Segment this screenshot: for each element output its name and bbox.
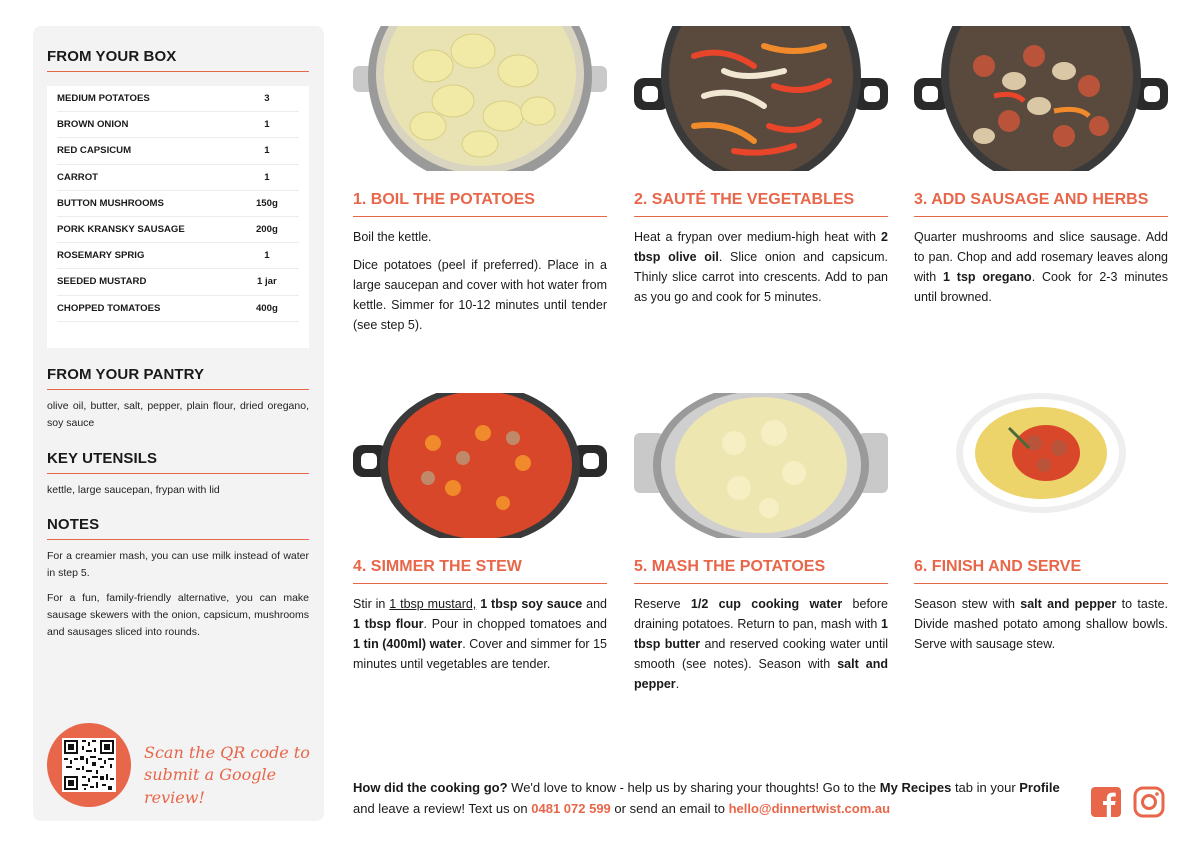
ingredient-qty: 200g	[255, 224, 278, 236]
step-bold-ingredient: 1 tsp oregano	[943, 270, 1032, 284]
from-your-box-heading: FROM YOUR BOX	[47, 48, 309, 72]
pantry-section	[47, 366, 309, 432]
step-1	[353, 26, 607, 332]
ingredient-name: RED CAPSICUM	[57, 145, 132, 157]
note-paragraph: For a creamier mash, you can use milk instead of water in step 5.	[47, 550, 309, 579]
footer-text: We'd love to know - help us by sharing your thoughts! Go to the	[507, 780, 880, 795]
step-2-photo	[634, 26, 888, 171]
step-4	[353, 393, 607, 671]
step-text	[634, 227, 888, 307]
step-2	[634, 26, 888, 304]
ingredient-name: BROWN ONION	[57, 119, 129, 131]
step-5	[634, 393, 888, 691]
profile-link[interactable]: Profile	[1019, 780, 1060, 795]
pantry-heading: FROM YOUR PANTRY	[47, 366, 309, 390]
step-4-title: 4. SIMMER THE STEW	[353, 558, 607, 584]
step-text-run: . Cover and simmer for 15 minutes until vegetables are tender.	[353, 637, 607, 671]
step-2-body	[634, 227, 888, 315]
step-bold-ingredient: 1 tbsp soy sauce	[480, 597, 583, 611]
bowl-of-sausage-stew-on-mash-photo	[914, 393, 1168, 538]
step-text-run: Season stew with	[914, 597, 1021, 611]
ingredient-qty: 1	[264, 171, 270, 183]
qr-code[interactable]	[62, 738, 116, 792]
step-text-run: before draining potatoes. Return to pan, mash with	[634, 597, 888, 631]
step-1-photo	[353, 26, 607, 171]
ingredient-row	[57, 86, 299, 112]
step-text	[914, 594, 1168, 654]
ingredient-name: ROSEMARY SPRIG	[57, 250, 145, 262]
step-text-run: Reserve	[634, 597, 691, 611]
ingredient-row	[57, 217, 299, 243]
qr-badge[interactable]	[47, 723, 131, 807]
ingredient-name: PORK KRANSKY SAUSAGE	[57, 224, 185, 236]
step-bold-ingredient: salt and pepper	[1020, 597, 1117, 611]
note-paragraph: For a fun, family-friendly alternative, you can make sausage skewers with the onion, capsicum, mushrooms and sausages sliced into rounds.	[47, 592, 309, 638]
ingredient-qty: 400g	[255, 302, 278, 314]
step-text-run: and	[582, 597, 607, 611]
step-text-run: . Cook for 2-3 minutes until browned.	[914, 270, 1169, 304]
table-spacer	[57, 322, 299, 348]
qr-caption	[144, 742, 314, 809]
step-text	[634, 594, 888, 694]
step-text-run: .	[675, 677, 680, 691]
step-bold-ingredient: 1 tbsp butter	[634, 617, 888, 651]
from-your-box-section	[47, 48, 309, 348]
step-3	[914, 26, 1169, 304]
utensils-section	[47, 450, 309, 499]
step-4-photo	[353, 393, 607, 538]
sidebar	[33, 26, 324, 821]
step-text-run: . Pour in chopped tomatoes and	[423, 617, 607, 631]
step-text-run: Heat a frypan over medium-high heat with	[634, 230, 882, 244]
step-3-title: 3. ADD SAUSAGE AND HERBS	[914, 191, 1168, 217]
notes-section	[47, 516, 309, 641]
step-text-run: and reserved cooking water until smooth (see notes). Season with	[634, 637, 888, 671]
instagram-icon[interactable]	[1133, 786, 1165, 818]
pot-of-potatoes-in-water-photo	[353, 26, 607, 171]
utensils-heading: KEY UTENSILS	[47, 450, 309, 474]
ingredient-row	[57, 165, 299, 191]
ingredient-qty: 1 jar	[257, 276, 277, 288]
step-text-run: to taste. Divide mashed potato among shallow bowls. Serve with sausage stew.	[914, 597, 1168, 651]
step-underlined-ingredient: 1 tbsp mustard,	[389, 597, 477, 611]
step-1-body	[353, 227, 607, 343]
pot-of-mashed-potatoes-photo	[634, 393, 888, 538]
ingredient-name: BUTTON MUSHROOMS	[57, 197, 164, 209]
ingredient-qty: 1	[264, 145, 270, 157]
footer-text: or send an email to	[610, 800, 729, 816]
my-recipes-link[interactable]: My Recipes	[879, 780, 952, 795]
step-bold-ingredient: 2 tbsp olive oil	[634, 230, 888, 264]
ingredient-name: MEDIUM POTATOES	[57, 93, 150, 105]
step-bold-ingredient: salt and pepper	[634, 657, 888, 691]
qr-caption-line: submit a Google review!	[144, 765, 277, 807]
footer-text: tab in your	[951, 780, 1020, 795]
ingredient-row	[57, 191, 299, 217]
step-bold-ingredient: 1 tin (400ml) water	[353, 637, 463, 651]
ingredient-row	[57, 138, 299, 164]
step-1-title: 1. BOIL THE POTATOES	[353, 191, 607, 217]
feedback-footer	[353, 778, 1073, 820]
step-5-body	[634, 594, 888, 702]
step-3-photo	[914, 26, 1168, 171]
email-link[interactable]: hello@dinnertwist.com.au	[728, 800, 891, 816]
frypan-with-tomato-stew-photo	[353, 393, 607, 538]
step-5-photo	[634, 393, 888, 538]
ingredient-qty: 150g	[255, 197, 278, 209]
ingredient-qty: 1	[264, 250, 270, 262]
step-6-photo	[914, 393, 1168, 538]
step-bold-ingredient: 1/2 cup cooking water	[690, 597, 843, 611]
pantry-text: olive oil, butter, salt, pepper, plain flour, dried oregano, soy sauce	[47, 400, 309, 429]
footer-text: and leave a review! Text us on	[353, 800, 532, 816]
step-text	[914, 227, 1168, 307]
ingredient-name: CARROT	[57, 171, 99, 183]
ingredient-qty: 3	[264, 93, 270, 105]
facebook-icon[interactable]	[1090, 786, 1122, 818]
step-text: Boil the kettle.	[353, 230, 432, 244]
step-2-title: 2. SAUTÉ THE VEGETABLES	[634, 191, 888, 217]
frypan-with-sliced-vegetables-photo	[634, 26, 888, 171]
ingredient-row	[57, 112, 299, 138]
ingredient-row	[57, 296, 299, 322]
step-6-title: 6. FINISH AND SERVE	[914, 558, 1168, 584]
qr-caption-line: Scan the QR code to	[144, 743, 310, 762]
ingredients-table	[47, 86, 309, 348]
ingredient-row	[57, 269, 299, 295]
qr-code-graphic	[62, 738, 116, 792]
step-text	[353, 594, 607, 674]
ingredient-name: SEEDED MUSTARD	[57, 276, 147, 288]
step-5-title: 5. MASH THE POTATOES	[634, 558, 888, 584]
step-text-run: Quarter mushrooms and slice sausage. Add to pan. Chop and add rosemary leaves along with	[914, 230, 1168, 284]
step-6-body	[914, 594, 1168, 662]
step-4-body	[353, 594, 607, 682]
step-text: Dice potatoes (peel if preferred). Place in a large saucepan and cover with hot water from kettle. Simmer for 10-12 minutes until tender (see step 5).	[353, 258, 607, 332]
step-bold-ingredient: 1 tbsp flour	[353, 617, 424, 631]
step-text-run: . Slice onion and capsicum. Thinly slice carrot into crescents. Add to pan as you go and cook for 5 minutes.	[634, 250, 888, 304]
step-6	[914, 393, 1168, 651]
step-3-body	[914, 227, 1168, 315]
phone-number-link[interactable]: 0481 072 599	[531, 800, 611, 816]
step-text-run: Stir in	[353, 597, 390, 611]
ingredient-qty: 1	[264, 119, 270, 131]
utensils-text: kettle, large saucepan, frypan with lid	[47, 484, 220, 496]
footer-bold-text: How did the cooking go?	[353, 780, 508, 795]
ingredient-row	[57, 243, 299, 269]
ingredient-name: CHOPPED TOMATOES	[57, 302, 161, 314]
frypan-with-sausage-and-mushrooms-photo	[914, 26, 1168, 171]
notes-heading: NOTES	[47, 516, 309, 540]
